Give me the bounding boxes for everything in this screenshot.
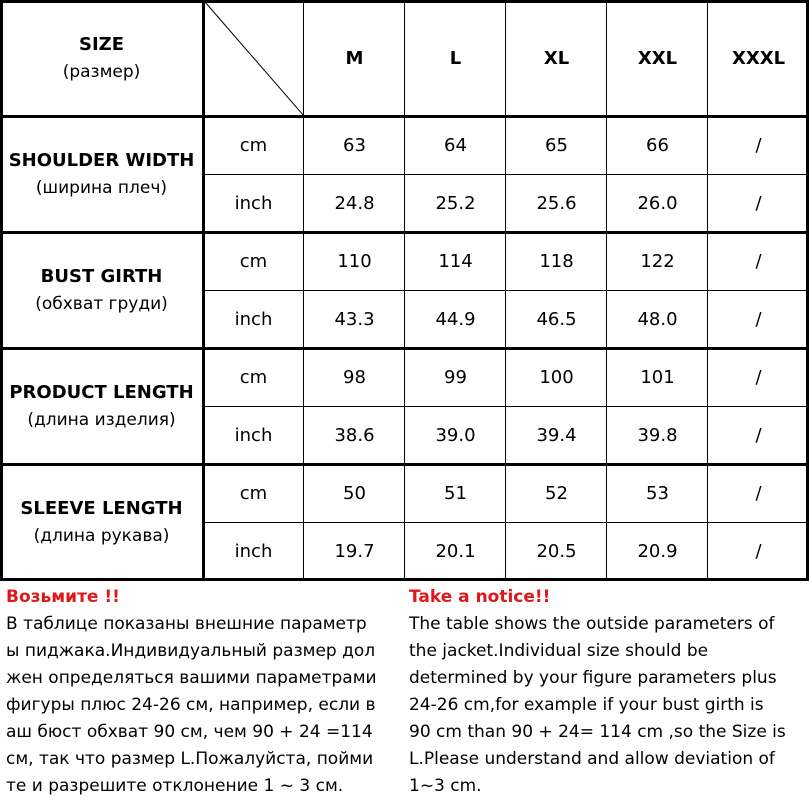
value-cell: 99 — [444, 366, 467, 388]
value-cell: 24.8 — [334, 192, 375, 214]
unit-cm: cm — [239, 250, 268, 272]
value-cell: 101 — [640, 366, 675, 388]
size-header-m: M — [345, 47, 364, 69]
size-header-xxxl: XXXL — [731, 47, 786, 69]
unit-inch: inch — [234, 424, 273, 446]
unit-inch: inch — [234, 540, 273, 562]
value-cell: 38.6 — [334, 424, 375, 446]
value-cell: / — [755, 192, 762, 214]
grid-line — [0, 0, 809, 3]
notice-title-en: Take a notice!! — [409, 587, 551, 607]
unit-inch: inch — [234, 308, 273, 330]
value-cell: 118 — [539, 250, 574, 272]
size-label: SIZE — [78, 34, 124, 55]
notice-body-ru: В таблице показаны внешние параметр ы пиджака.Индивидуальный размер дол жен определяться вашими параметрами фигуры плюс 24-26 см, например, если в аш бюст обхват 90 см, чем 90 + 24 =114 см, так что размер L.Пожалуйста, пойми те и разрешите отклонение 1 ~ 3 см. — [6, 614, 377, 796]
value-cell: 26.0 — [637, 192, 678, 214]
value-cell: 43.3 — [334, 308, 375, 330]
value-cell: / — [755, 134, 762, 156]
value-cell: 98 — [343, 366, 366, 388]
grid-line — [0, 231, 809, 234]
measure-name-ru: (обхват груди) — [35, 294, 168, 314]
value-cell: 39.8 — [637, 424, 678, 446]
measure-name-ru: (длина рукава) — [33, 526, 170, 546]
grid-line — [203, 522, 809, 523]
measure-bust-girth — [0, 232, 203, 348]
value-cell: 110 — [337, 250, 372, 272]
size-header-xl: XL — [543, 47, 570, 69]
measure-name: BUST GIRTH — [40, 266, 163, 287]
notice-title-ru: Возьмите !! — [6, 587, 120, 607]
value-cell: 51 — [444, 482, 467, 504]
value-cell: / — [755, 308, 762, 330]
value-cell: 20.5 — [536, 540, 577, 562]
value-cell: / — [755, 250, 762, 272]
value-cell: 25.6 — [536, 192, 577, 214]
value-cell: 19.7 — [334, 540, 375, 562]
value-cell: 50 — [343, 482, 366, 504]
notice-russian — [6, 584, 404, 800]
value-cell: 20.1 — [435, 540, 476, 562]
size-header-cell — [0, 0, 203, 116]
notice-english — [409, 584, 807, 800]
grid-line — [0, 115, 809, 118]
value-cell: / — [755, 366, 762, 388]
measure-product-length — [0, 348, 203, 464]
value-cell: 20.9 — [637, 540, 678, 562]
size-header-l: L — [449, 47, 462, 69]
diagonal-divider — [203, 0, 304, 116]
measure-name: SLEEVE LENGTH — [20, 498, 183, 519]
value-cell: 25.2 — [435, 192, 476, 214]
grid-line — [203, 174, 809, 175]
value-cell: 39.0 — [435, 424, 476, 446]
value-cell: 48.0 — [637, 308, 678, 330]
value-cell: 39.4 — [536, 424, 577, 446]
measure-name: PRODUCT LENGTH — [9, 382, 194, 403]
measure-name: SHOULDER WIDTH — [8, 150, 195, 171]
unit-inch: inch — [234, 192, 273, 214]
unit-cm: cm — [239, 482, 268, 504]
value-cell: 66 — [646, 134, 669, 156]
grid-line — [0, 0, 3, 581]
grid-line — [203, 290, 809, 291]
value-cell: 52 — [545, 482, 568, 504]
notice-body-en: The table shows the outside parameters of the jacket.Individual size should be determined by your figure parameters plus 24-26 cm,for example if your bust girth is 90 cm than 90 + 24= 114 cm ,so the Size is L.Please understand and allow deviation of 1~3 cm. — [409, 614, 786, 796]
value-cell: 122 — [640, 250, 675, 272]
grid-line — [0, 463, 809, 466]
grid-line — [0, 578, 809, 581]
value-cell: 44.9 — [435, 308, 476, 330]
value-cell: 64 — [444, 134, 467, 156]
size-header-xxl: XXL — [637, 47, 678, 69]
value-cell: 53 — [646, 482, 669, 504]
unit-cm: cm — [239, 366, 268, 388]
value-cell: 65 — [545, 134, 568, 156]
value-cell: 114 — [438, 250, 473, 272]
value-cell: / — [755, 482, 762, 504]
grid-line — [0, 347, 809, 350]
grid-line — [203, 406, 809, 407]
value-cell: / — [755, 424, 762, 446]
measure-name-ru: (длина изделия) — [27, 410, 176, 430]
value-cell: 63 — [343, 134, 366, 156]
unit-cm: cm — [239, 134, 268, 156]
measure-name-ru: (ширина плеч) — [35, 178, 168, 198]
measure-sleeve-length — [0, 464, 203, 580]
value-cell: / — [755, 540, 762, 562]
measure-shoulder-width — [0, 116, 203, 232]
value-cell: 100 — [539, 366, 574, 388]
value-cell: 46.5 — [536, 308, 577, 330]
size-label-ru: (размер) — [62, 62, 141, 82]
